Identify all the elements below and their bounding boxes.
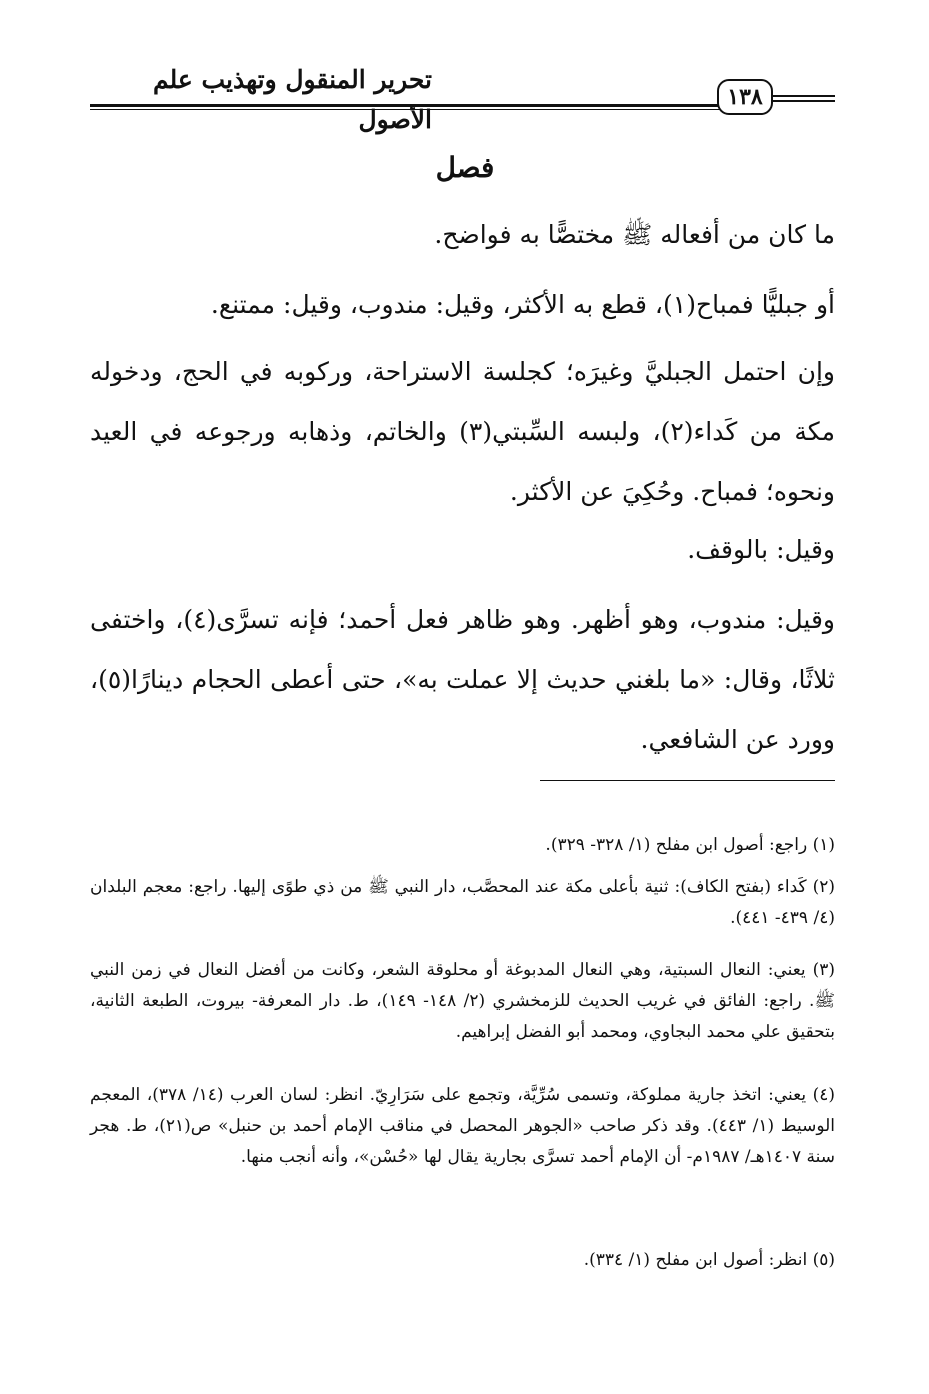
footnote-2: (٢) كَداء (بفتح الكاف): ثنية بأعلى مكة عند المحصَّب، دار النبي ﷺ من ذي طوًى إليها. راجع: معجم البلدان (٤/ ٤٣٩- ٤٤١). bbox=[90, 877, 835, 928]
paragraph-1: ما كان من أفعاله ﷺ مختصًّا به فواضح. bbox=[434, 220, 835, 249]
paragraph-5: وقيل: مندوب، وهو أظهر. وهو ظاهر فعل أحمد؛ فإنه تسرَّى(٤)، واختفى ثلاثًا، وقال: «ما بلغني حديث إلا عملت به»، حتى أعطى الحجام دينارًا(٥)، وورد عن الشافعي. bbox=[90, 605, 835, 754]
header-rule-thin bbox=[90, 109, 720, 110]
page-number: ١٣٨ bbox=[717, 79, 773, 115]
section-title: فصل bbox=[435, 151, 495, 184]
paragraph-2: أو جبليًّا فمباح(١)، قطع به الأكثر، وقيل: مندوب، وقيل: ممتنع. bbox=[210, 290, 835, 319]
footnote-5: (٥) انظر: أصول ابن مفلح (١/ ٣٣٤). bbox=[583, 1250, 835, 1270]
header-rule bbox=[90, 104, 720, 107]
footnote-4: (٤) يعني: اتخذ جارية مملوكة، وتسمى سُرِّيَّة، وتجمع على سَرَارِيّ. انظر: لسان العرب (١٤/ ٣٧٨)، المعجم الوسيط (١/ ٤٤٣). وقد ذكر صاحب «الجوهر المحصل في مناقب الإمام أحمد بن حنبل» ص(٢١)، ط. هجر سنة ١٤٠٧هـ/ ١٩٨٧م- أن الإمام أحمد تسرَّى بجارية يقال لها «حُسْن»، وأنه أنجب منها. bbox=[90, 1085, 836, 1167]
header-rule-right bbox=[773, 95, 835, 97]
footnote-1: (١) راجع: أصول ابن مفلح (١/ ٣٢٨- ٣٢٩). bbox=[545, 835, 835, 855]
paragraph-4: وقيل: بالوقف. bbox=[687, 535, 835, 564]
footnote-3: (٣) يعني: النعال السبتية، وهي النعال المدبوغة أو محلوقة الشعر، وكانت من أفضل النعال في زمن النبي ﷺ. راجع: الفائق في غريب الحديث للزمخشري (٢/ ١٤٨- ١٤٩)، ط. دار المعرفة- بيروت، الطبعة الثانية، بتحقيق علي محمد البجاوي، ومحمد أبو الفضل إبراهيم. bbox=[90, 960, 835, 1042]
paragraph-3: وإن احتمل الجبليَّ وغيرَه؛ كجلسة الاستراحة، وركوبه في الحج، ودخوله مكة من كَداء(٢)، ولبسه السِّبتي(٣) والخاتم، وذهابه ورجوعه في العيد ونحوه؛ فمباح. وحُكِيَ عن الأكثر. bbox=[90, 357, 835, 506]
header-rule-right-lower bbox=[773, 100, 835, 102]
running-header-title: تحرير المنقول وتهذيب علم الأصول bbox=[152, 65, 432, 134]
footnote-separator bbox=[540, 780, 835, 781]
